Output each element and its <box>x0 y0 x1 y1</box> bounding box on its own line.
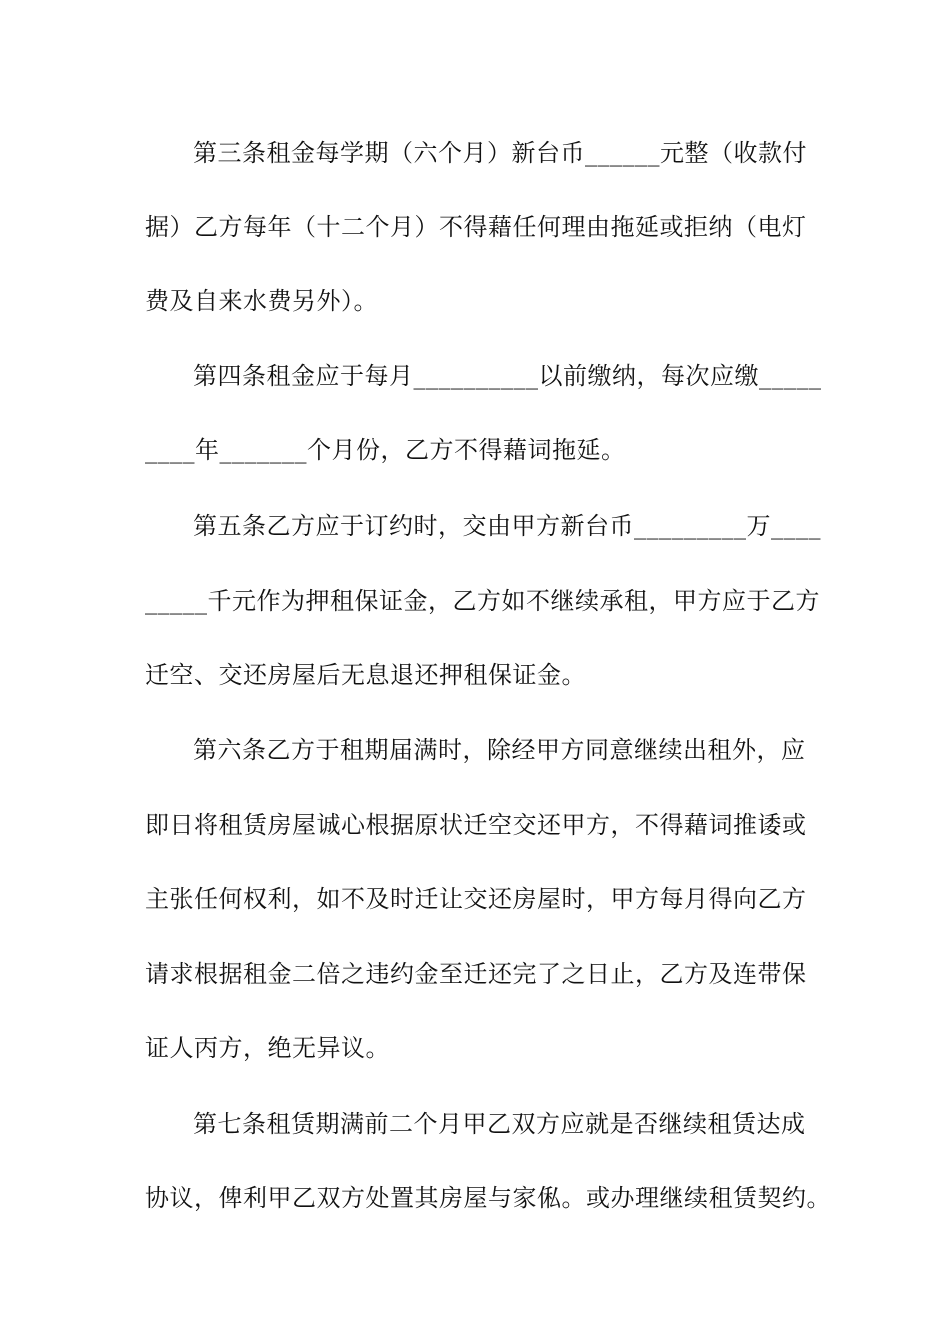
article-6-line-3: 主张任何权利，如不及时迁让交还房屋时，甲方每月得向乙方 <box>145 885 807 913</box>
article-3-line-3: 费及自来水费另外）。 <box>145 287 378 315</box>
article-3-line-2: 据）乙方每年（十二个月）不得藉任何理由拖延或拒纳（电灯 <box>145 213 807 241</box>
article-3-line-1: 第三条租金每学期（六个月）新台币______元整（收款付 <box>193 139 807 167</box>
article-6-line-2: 即日将租赁房屋诚心根据原状迁空交还甲方，不得藉词推诿或 <box>145 811 807 839</box>
article-4-line-2: ____年_______个月份，乙方不得藉词拖延。 <box>145 436 626 464</box>
article-5-line-1: 第五条乙方应于订约时，交由甲方新台币_________万____ <box>193 512 821 540</box>
article-6-line-4: 请求根据租金二倍之违约金至迁还完了之日止，乙方及连带保 <box>145 960 807 988</box>
article-5-line-3: 迁空、交还房屋后无息退还押租保证金。 <box>145 661 586 689</box>
article-7-line-1: 第七条租赁期满前二个月甲乙双方应就是否继续租赁达成 <box>193 1110 806 1138</box>
article-6-line-1: 第六条乙方于租期届满时，除经甲方同意继续出租外，应 <box>193 736 806 764</box>
article-6-line-5: 证人丙方，绝无异议。 <box>145 1034 390 1062</box>
article-5-line-2: _____千元作为押租保证金，乙方如不继续承租，甲方应于乙方 <box>145 587 820 615</box>
article-4-line-1: 第四条租金应于每月__________以前缴纳，每次应缴_____ <box>193 362 822 390</box>
article-7-line-2: 协议，俾利甲乙双方处置其房屋与家俬。或办理继续租赁契约。 <box>145 1184 831 1212</box>
